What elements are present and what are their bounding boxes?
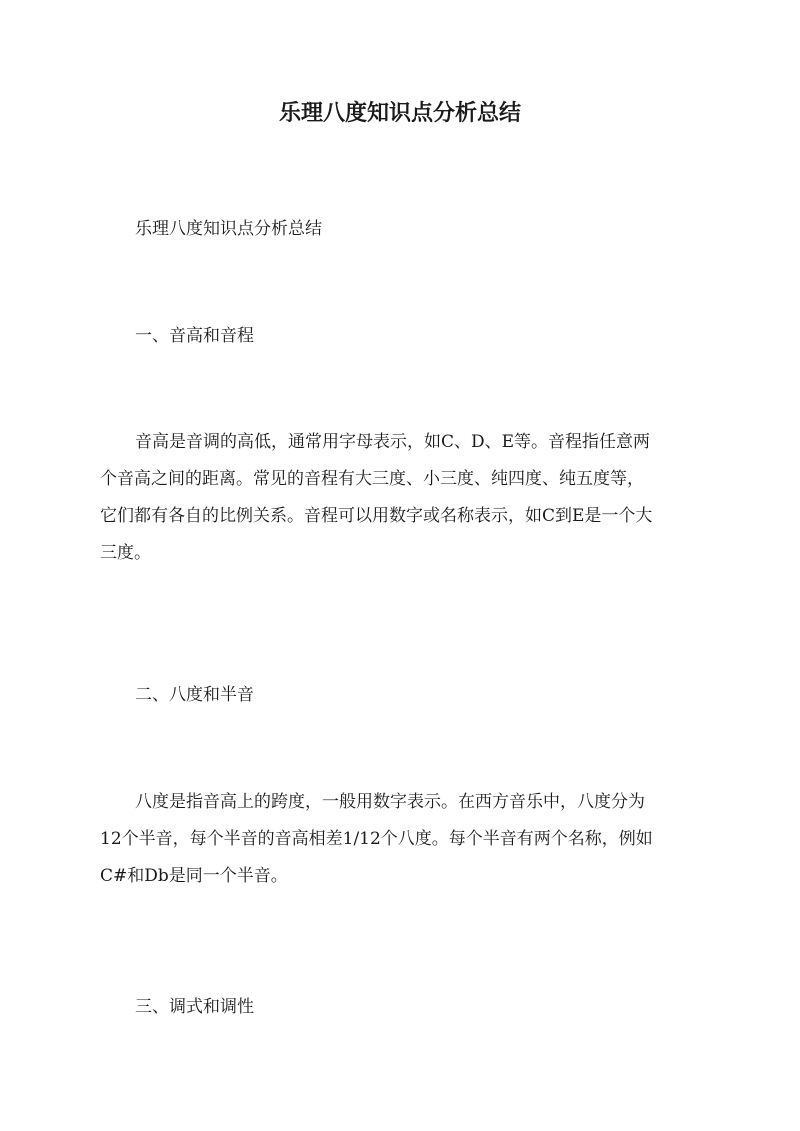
paragraph-line: 音高是音调的高低，通常用字母表示，如C、D、E等。音程指任意两 — [135, 432, 651, 452]
paragraph-line: C#和Db是同一个半音。 — [100, 866, 288, 886]
section-heading-mode-tonality: 三、调式和调性 — [135, 997, 254, 1017]
section-heading-octave-semitone: 二、八度和半音 — [135, 685, 254, 705]
paragraph-line: 个音高之间的距离。常见的音程有大三度、小三度、纯四度、纯五度等， — [100, 469, 644, 489]
paragraph-line: 三度。 — [100, 543, 151, 563]
paragraph-octave-semitone — [100, 784, 700, 895]
document-title: 乐理八度知识点分析总结 — [278, 100, 521, 126]
section-heading-pitch-interval: 一、音高和音程 — [135, 326, 254, 346]
paragraph-line: 八度是指音高上的跨度，一般用数字表示。在西方音乐中，八度分为 — [135, 792, 645, 812]
document-subtitle: 乐理八度知识点分析总结 — [135, 219, 322, 239]
paragraph-line: 它们都有各自的比例关系。音程可以用数字或名称表示，如C到E是一个大 — [100, 506, 653, 526]
paragraph-line: 12个半音，每个半音的音高相差1/12个八度。每个半音有两个名称，例如 — [100, 829, 653, 849]
paragraph-pitch-interval — [100, 424, 700, 572]
